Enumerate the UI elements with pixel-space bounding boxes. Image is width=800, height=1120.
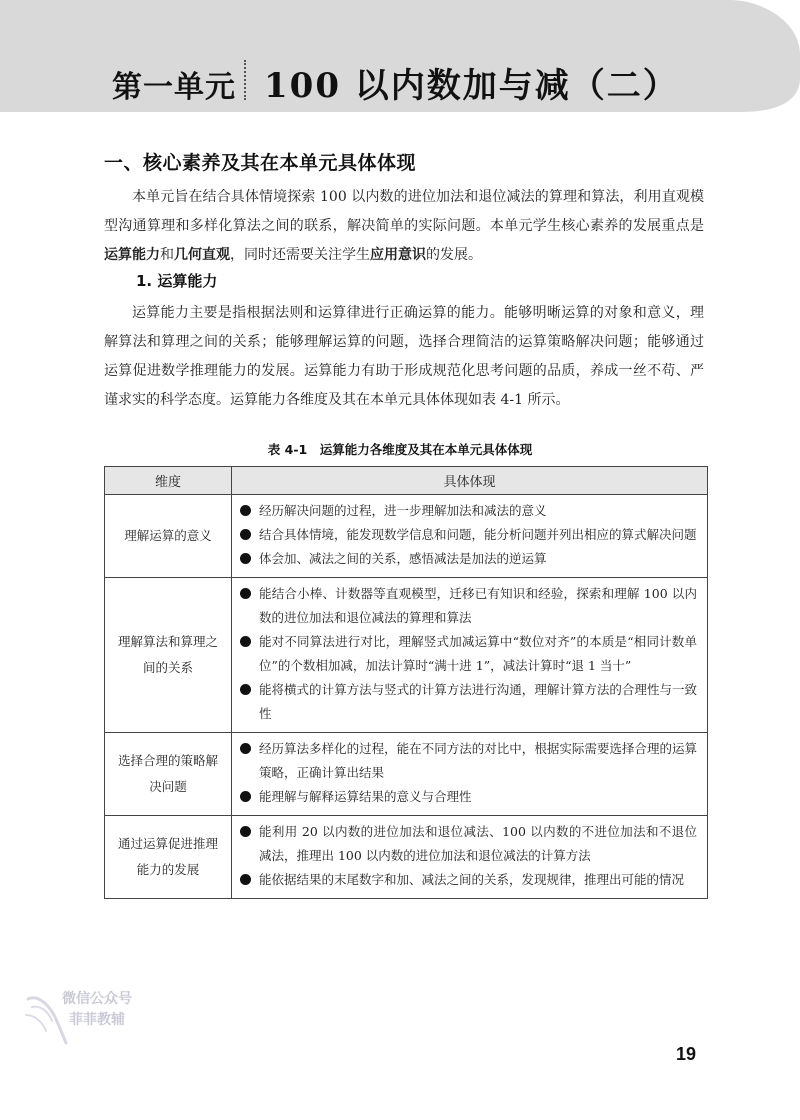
table-header-detail: 具体体现 bbox=[232, 467, 708, 495]
unit-label: 第一单元 bbox=[112, 70, 236, 105]
bullet-icon bbox=[240, 553, 251, 564]
list-item bbox=[240, 582, 697, 630]
watermark bbox=[22, 985, 142, 1055]
intro-text-3: 的发展。 bbox=[426, 247, 482, 263]
sub-heading: 1. 运算能力 bbox=[136, 272, 218, 290]
watermark-line-1: 微信公众号 bbox=[62, 991, 132, 1007]
bullet-text: 能结合小棒、计数器等直观模型，迁移已有知识和经验，探索和理解 100 以内数的进位加法和退位减法的算理和算法 bbox=[259, 586, 697, 625]
watermark-line-2: 菲菲教辅 bbox=[69, 1012, 125, 1028]
list-item bbox=[240, 737, 697, 785]
detail-cell bbox=[232, 733, 708, 816]
bullet-text: 体会加、减法之间的关系，感悟减法是加法的逆运算 bbox=[259, 551, 547, 566]
section-heading: 一、核心素养及其在本单元具体体现 bbox=[104, 152, 417, 174]
dimension-cell: 理解运算的意义 bbox=[105, 495, 232, 578]
table-row bbox=[105, 816, 708, 899]
dimensions-table bbox=[104, 466, 708, 899]
dimension-cell: 通过运算促进推理能力的发展 bbox=[105, 816, 232, 899]
intro-paragraph bbox=[104, 183, 704, 270]
bullet-text: 能依据结果的末尾数字和加、减法之间的关系，发现规律，推理出可能的情况 bbox=[259, 872, 685, 887]
bullet-text: 经历算法多样化的过程，能在不同方法的对比中，根据实际需要选择合理的运算策略，正确计算出结果 bbox=[259, 741, 697, 780]
intro-bold-geometry: 几何直观 bbox=[174, 247, 230, 263]
intro-text-2: ，同时还需要关注学生 bbox=[230, 247, 370, 263]
bullet-icon bbox=[240, 529, 251, 540]
list-item bbox=[240, 820, 697, 868]
bullet-icon bbox=[240, 636, 251, 647]
list-item bbox=[240, 785, 697, 809]
intro-text-1: 本单元旨在结合具体情境探索 100 以内数的进位加法和退位减法的算理和算法，利用直观模型沟通算理和多样化算法之间的联系，解决简单的实际问题。本单元学生核心素养的发展重点是 bbox=[104, 189, 704, 234]
detail-cell bbox=[232, 495, 708, 578]
bullet-icon bbox=[240, 874, 251, 885]
bullet-icon bbox=[240, 826, 251, 837]
bullet-icon bbox=[240, 588, 251, 599]
header-band bbox=[0, 0, 800, 112]
bullet-icon bbox=[240, 505, 251, 516]
table-caption: 表 4-1 运算能力各维度及其在本单元具体体现 bbox=[267, 442, 533, 457]
page-number: 19 bbox=[676, 1044, 697, 1064]
bullet-text: 能利用 20 以内数的进位加法和退位减法、100 以内数的不进位加法和不退位减法，推理出 100 以内数的进位加法和退位减法的计算方法 bbox=[259, 824, 697, 863]
dimension-cell: 选择合理的策略解决问题 bbox=[105, 733, 232, 816]
header-divider bbox=[244, 60, 246, 100]
table-row bbox=[105, 495, 708, 578]
bullet-text: 能将横式的计算方法与竖式的计算方法进行沟通，理解计算方法的合理性与一致性 bbox=[259, 682, 697, 721]
chapter-title: 100 以内数加与减（二） bbox=[264, 66, 679, 106]
list-item bbox=[240, 523, 697, 547]
table-row bbox=[105, 733, 708, 816]
bullet-icon bbox=[240, 791, 251, 802]
bullet-icon bbox=[240, 684, 251, 695]
list-item bbox=[240, 868, 697, 892]
bullet-icon bbox=[240, 743, 251, 754]
bullet-text: 能对不同算法进行对比，理解竖式加减运算中“数位对齐”的本质是“相同计数单位”的个数相加减，加法计算时“满十进 1”，减法计算时“退 1 当十” bbox=[259, 634, 697, 673]
list-item bbox=[240, 499, 697, 523]
list-item bbox=[240, 547, 697, 571]
table-header-row bbox=[105, 467, 708, 495]
bullet-text: 能理解与解释运算结果的意义与合理性 bbox=[259, 789, 472, 804]
computation-paragraph: 运算能力主要是指根据法则和运算律进行正确运算的能力。能够明晰运算的对象和意义，理解算法和算理之间的关系；能够理解运算的问题，选择合理简洁的运算策略解决问题；能够通过运算促进数学推理能力的发展。运算能力有助于形成规范化思考问题的品质，养成一丝不苟、严谨求实的科学态度。运算能力各维度及其在本单元具体体现如表 4-1 所示。 bbox=[104, 305, 704, 408]
list-item bbox=[240, 678, 697, 726]
table-header-dimension: 维度 bbox=[105, 467, 232, 495]
detail-cell bbox=[232, 816, 708, 899]
list-item bbox=[240, 630, 697, 678]
intro-text-and: 和 bbox=[160, 247, 174, 263]
dimension-cell: 理解算法和算理之间的关系 bbox=[105, 578, 232, 733]
bullet-text: 经历解决问题的过程，进一步理解加法和减法的意义 bbox=[259, 503, 547, 518]
intro-bold-computation: 运算能力 bbox=[104, 247, 160, 263]
detail-cell bbox=[232, 578, 708, 733]
intro-bold-application: 应用意识 bbox=[370, 247, 426, 263]
bullet-text: 结合具体情境，能发现数学信息和问题，能分析问题并列出相应的算式解决问题 bbox=[259, 527, 697, 542]
table-row bbox=[105, 578, 708, 733]
